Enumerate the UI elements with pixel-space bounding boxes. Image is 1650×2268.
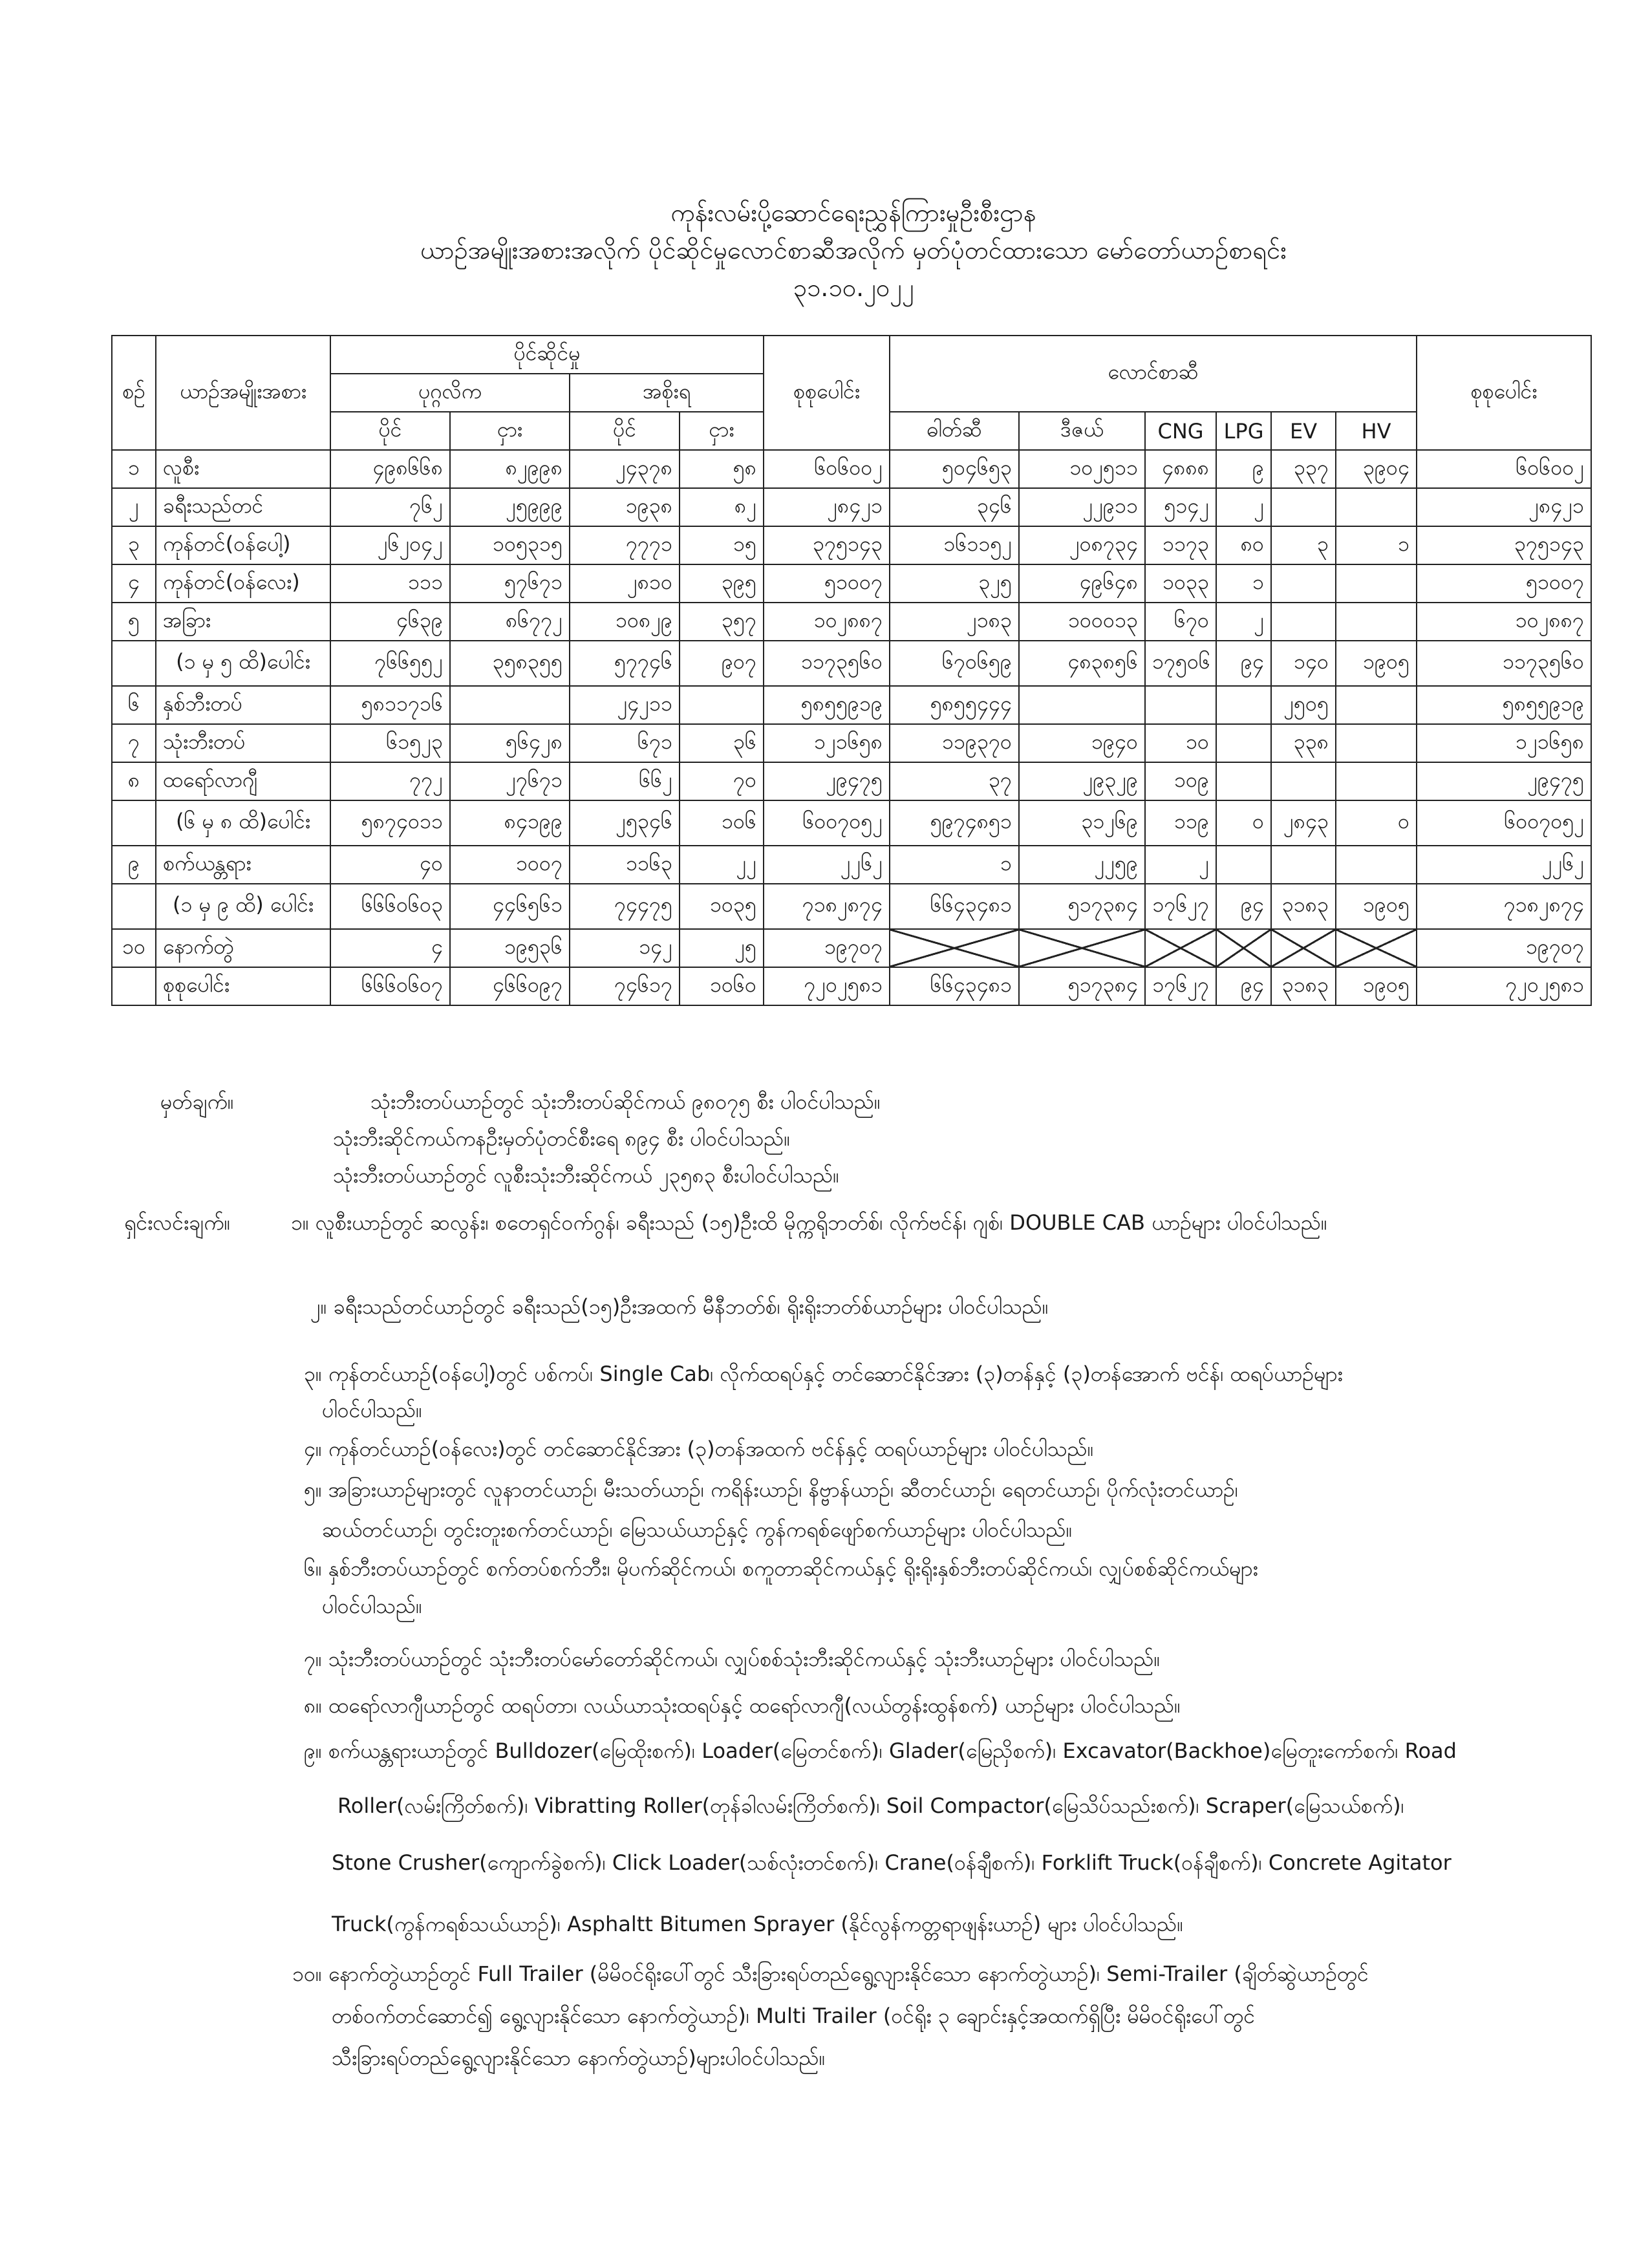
cell-hv bbox=[1336, 564, 1417, 603]
cell-grand-total: ၆၀၀၇၀၅၂ bbox=[1417, 800, 1591, 846]
table-row bbox=[112, 450, 1591, 488]
cell-government-hire: ၂၅ bbox=[680, 929, 764, 967]
cell-total: ၅၁၀၀၇ bbox=[764, 564, 890, 603]
header-lpg: LPG bbox=[1216, 412, 1271, 450]
cell-government-hire: ၂၂ bbox=[680, 846, 764, 884]
cell-lpg bbox=[1216, 686, 1271, 724]
department-title: ကုန်းလမ်းပို့ဆောင်ရေးညွှန်ကြားမှုဦးစီးဌာန bbox=[670, 198, 1036, 227]
row-vehicle-type: လူစီး bbox=[156, 450, 330, 488]
cell-private-hire: ၁၀၅၃၁၅ bbox=[450, 526, 570, 564]
table-row bbox=[112, 564, 1591, 603]
row-vehicle-type: အခြား bbox=[156, 603, 330, 641]
cell-private-hire: ၄၆၆၀၉၇ bbox=[450, 967, 570, 1005]
cell-private-own: ၇၆၂ bbox=[330, 488, 450, 526]
cell-government-own: ၂၄၃၇၈ bbox=[570, 450, 680, 488]
cell-private-own: ၇၇၂ bbox=[330, 762, 450, 800]
cell-grand-total: ၂၂၆၂ bbox=[1417, 846, 1591, 884]
cell-private-hire bbox=[450, 686, 570, 724]
row-serial bbox=[112, 800, 156, 846]
cell-petrol: ၅၉၇၄၈၅၁ bbox=[890, 800, 1019, 846]
table-row bbox=[112, 724, 1591, 762]
cell-diesel: ၁၀၀၀၁၃ bbox=[1019, 603, 1145, 641]
cell-grand-total: ၆၀၆၀၀၂ bbox=[1417, 450, 1591, 488]
cell-total: ၁၁၇၃၅၆၀ bbox=[764, 641, 890, 686]
explanation-line: Truck(ကွန်ကရစ်သယ်ယာဉ်)၊ Asphaltt Bitumen Sprayer (နိုင်လွန်ကတ္တရာဖျန်းယာဉ်) များ ပါဝင်ပါသည်။ bbox=[332, 1912, 1184, 1936]
cell-diesel: ၄၈၃၈၅၆ bbox=[1019, 641, 1145, 686]
row-vehicle-type: သုံးဘီးတပ် bbox=[156, 724, 330, 762]
header-private-hire: ငှား bbox=[450, 412, 570, 450]
cell-cng bbox=[1145, 686, 1216, 724]
cell-lpg: ၀ bbox=[1216, 800, 1271, 846]
cell-ev: ၂၅၀၅ bbox=[1271, 686, 1336, 724]
header-private-own: ပိုင် bbox=[330, 412, 450, 450]
row-vehicle-type: ကုန်တင်(ဝန်လေး) bbox=[156, 564, 330, 603]
cell-private-hire: ၃၅၈၃၅၅ bbox=[450, 641, 570, 686]
explanation-line: Roller(လမ်းကြိတ်စက်)၊ Vibratting Roller(တုန်ခါလမ်းကြိတ်စက်)၊ Soil Compactor(မြေသိပ်သည်းစက်)၊ Scraper(မြေသယ်စက်)၊ bbox=[338, 1793, 1404, 1818]
cell-ev bbox=[1271, 564, 1336, 603]
explanation-line: ၁၀။ နောက်တွဲယာဉ်တွင် Full Trailer (မိမိဝင်ရိုးပေါ်တွင် သီးခြားရပ်တည်ရွေ့လျားနိုင်သော နောက်တွဲယာဉ်)၊ Semi-Trailer (ချိတ်ဆွဲယာဉ်တွင် bbox=[292, 1962, 1369, 1986]
cell-grand-total: ၇၂၀၂၅၈၁ bbox=[1417, 967, 1591, 1005]
cell-cng: ၁၀၉ bbox=[1145, 762, 1216, 800]
cell-government-own: ၁၀၈၂၉ bbox=[570, 603, 680, 641]
cell-total: ၂၈၄၂၁ bbox=[764, 488, 890, 526]
row-serial: ၉ bbox=[112, 846, 156, 884]
report-title: ယာဉ်အမျိုးအစားအလိုက် ပိုင်ဆိုင်မှုလောင်စာဆီအလိုက် မှတ်ပုံတင်ထားသော မော်တော်ယာဉ်စာရင်း bbox=[420, 236, 1287, 264]
remark-line: သုံးဘီးဆိုင်ကယ်ကနဦးမှတ်ပုံတင်စီးရေ ၈၉၄ စီး ပါဝင်ပါသည်။ bbox=[333, 1126, 791, 1151]
cell-diesel: ၂၂၉၁၁ bbox=[1019, 488, 1145, 526]
cell-petrol: ၆၇၀၆၅၉ bbox=[890, 641, 1019, 686]
table-row bbox=[112, 967, 1591, 1005]
cell-private-own: ၇၆၆၅၅၂ bbox=[330, 641, 450, 686]
cell-government-hire: ၁၀၆ bbox=[680, 800, 764, 846]
explanation-line: ၂။ ခရီးသည်တင်ယာဉ်တွင် ခရီးသည်(၁၅)ဦးအထက် မီနီဘတ်စ်၊ ရိုးရိုးဘတ်စ်ယာဉ်များ ပါဝင်ပါသည်။ bbox=[310, 1294, 1049, 1319]
header-petrol: ဓါတ်ဆီ bbox=[890, 412, 1019, 450]
cell-cng: ၁၁၉ bbox=[1145, 800, 1216, 846]
cell-lpg: ၂ bbox=[1216, 603, 1271, 641]
cell-hv bbox=[1336, 686, 1417, 724]
cell-hv bbox=[1336, 488, 1417, 526]
cell-grand-total: ၅၁၀၀၇ bbox=[1417, 564, 1591, 603]
cell-government-own: ၁၉၃၈ bbox=[570, 488, 680, 526]
cell-private-own: ၅၈၇၄၀၁၁ bbox=[330, 800, 450, 846]
cell-government-hire: ၁၀၆၀ bbox=[680, 967, 764, 1005]
cell-cng: ၁၇၆၂၇ bbox=[1145, 967, 1216, 1005]
row-serial: ၃ bbox=[112, 526, 156, 564]
row-vehicle-type: နောက်တွဲ bbox=[156, 929, 330, 967]
cell-private-hire: ၂၅၉၉၉ bbox=[450, 488, 570, 526]
cell-diesel: ၂၀၈၇၃၄ bbox=[1019, 526, 1145, 564]
table-row bbox=[112, 762, 1591, 800]
cell-diesel: ၂၉၃၂၉ bbox=[1019, 762, 1145, 800]
header-ev: EV bbox=[1271, 412, 1336, 450]
cell-cng: ၁၁၇၃ bbox=[1145, 526, 1216, 564]
cell-government-own: ၂၈၁၀ bbox=[570, 564, 680, 603]
cell-private-hire: ၁၀၀၇ bbox=[450, 846, 570, 884]
cell-cng: ၄၈၈၈ bbox=[1145, 450, 1216, 488]
cell-total: ၆၀၆၀၀၂ bbox=[764, 450, 890, 488]
cell-hv: ၁ bbox=[1336, 526, 1417, 564]
row-serial bbox=[112, 641, 156, 686]
cell-total: ၇၂၀၂၅၈၁ bbox=[764, 967, 890, 1005]
cell-private-hire: ၅၆၄၂၈ bbox=[450, 724, 570, 762]
row-vehicle-type: ကုန်တင်(ဝန်ပေါ့) bbox=[156, 526, 330, 564]
table-header bbox=[112, 336, 1591, 450]
table-row bbox=[112, 800, 1591, 846]
explanation-line: ၅။ အခြားယာဉ်များတွင် လူနာတင်ယာဉ်၊ မီးသတ်ယာဉ်၊ ကရိန်းယာဉ်၊ နိဗ္ဗာန်ယာဉ်၊ ဆီတင်ယာဉ်၊ ရေတင်ယာဉ်၊ ပိုက်လုံးတင်ယာဉ်၊ bbox=[304, 1477, 1238, 1502]
row-vehicle-type: ထရော်လာဂျီ bbox=[156, 762, 330, 800]
table-row bbox=[112, 884, 1591, 929]
cell-hv: ၁၉၀၅ bbox=[1336, 641, 1417, 686]
cell-petrol bbox=[890, 929, 1019, 967]
cell-ev: ၃၃၇ bbox=[1271, 450, 1336, 488]
cell-grand-total: ၅၈၅၅၉၁၉ bbox=[1417, 686, 1591, 724]
cell-lpg bbox=[1216, 846, 1271, 884]
cell-ev: ၃ bbox=[1271, 526, 1336, 564]
header-fuel: လောင်စာဆီ bbox=[890, 336, 1417, 412]
cell-private-hire: ၂၇၆၇၁ bbox=[450, 762, 570, 800]
cell-diesel: ၅၁၇၃၈၄ bbox=[1019, 884, 1145, 929]
cell-government-hire: ၉၀၇ bbox=[680, 641, 764, 686]
cell-government-own: ၁၄၂ bbox=[570, 929, 680, 967]
cell-lpg: ၉၄ bbox=[1216, 641, 1271, 686]
cell-hv: ၁၉၀၅ bbox=[1336, 884, 1417, 929]
cell-hv bbox=[1336, 603, 1417, 641]
row-vehicle-type: စုစုပေါင်း bbox=[156, 967, 330, 1005]
cell-cng: ၁၀၃၃ bbox=[1145, 564, 1216, 603]
row-serial: ၈ bbox=[112, 762, 156, 800]
cell-private-own: ၁၁၁ bbox=[330, 564, 450, 603]
header-government-own: ပိုင် bbox=[570, 412, 680, 450]
cell-grand-total: ၂၉၄၇၅ bbox=[1417, 762, 1591, 800]
cell-petrol: ၆၆၄၃၄၈၁ bbox=[890, 967, 1019, 1005]
cell-ev: ၃၁၈၃ bbox=[1271, 967, 1336, 1005]
cell-cng: ၁၇၆၂၇ bbox=[1145, 884, 1216, 929]
cell-ev: ၃၁၈၃ bbox=[1271, 884, 1336, 929]
table-body bbox=[112, 450, 1591, 1005]
cell-lpg bbox=[1216, 724, 1271, 762]
cell-private-hire: ၈၆၇၇၂ bbox=[450, 603, 570, 641]
explanation-line: ၆။ နှစ်ဘီးတပ်ယာဉ်တွင် စက်တပ်စက်ဘီး၊ မိုပက်ဆိုင်ကယ်၊ စကူတာဆိုင်ကယ်နှင့် ရိုးရိုးနှစ်ဘီးတပ်ဆိုင်ကယ်၊ လျှပ်စစ်ဆိုင်ကယ်များ bbox=[304, 1556, 1258, 1581]
report-date: ၃၁.၁၀.၂၀၂၂ bbox=[793, 273, 914, 302]
cell-private-hire: ၅၇၆၇၁ bbox=[450, 564, 570, 603]
cell-private-own: ၄၉၈၆၆၈ bbox=[330, 450, 450, 488]
cell-hv bbox=[1336, 846, 1417, 884]
remark-line: သုံးဘီးတပ်ယာဉ်တွင် သုံးဘီးတပ်ဆိုင်ကယ် ၉၈၀၇၅ စီး ပါဝင်ပါသည်။ bbox=[370, 1089, 881, 1114]
cell-hv: ၃၉၀၄ bbox=[1336, 450, 1417, 488]
row-vehicle-type: ခရီးသည်တင် bbox=[156, 488, 330, 526]
row-vehicle-type: (၆ မှ ၈ ထိ)ပေါင်း bbox=[156, 800, 330, 846]
cell-cng: ၅၁၄၂ bbox=[1145, 488, 1216, 526]
header-cng: CNG bbox=[1145, 412, 1216, 450]
row-serial: ၇ bbox=[112, 724, 156, 762]
explanation-line: ၈။ ထရော်လာဂျီယာဉ်တွင် ထရပ်တာ၊ လယ်ယာသုံးထရပ်နှင့် ထရော်လာဂျီ(လယ်တွန်းထွန်စက်) ယာဉ်များ ပါဝင်ပါသည်။ bbox=[304, 1693, 1181, 1718]
cell-diesel: ၅၁၇၃၈၄ bbox=[1019, 967, 1145, 1005]
header-total: စုစုပေါင်း bbox=[764, 336, 890, 450]
row-vehicle-type: စက်ယန္တရား bbox=[156, 846, 330, 884]
cell-government-own: ၁၁၆၃ bbox=[570, 846, 680, 884]
row-serial: ၅ bbox=[112, 603, 156, 641]
cell-government-hire: ၃၆ bbox=[680, 724, 764, 762]
cell-lpg: ၂ bbox=[1216, 488, 1271, 526]
table-row bbox=[112, 641, 1591, 686]
cell-private-own: ၆၁၅၂၃ bbox=[330, 724, 450, 762]
header-serial: စဉ် bbox=[112, 336, 156, 450]
cell-total: ၂၉၄၇၅ bbox=[764, 762, 890, 800]
cell-ev bbox=[1271, 929, 1336, 967]
explanation-line: ၉။ စက်ယန္တရားယာဉ်တွင် Bulldozer(မြေထိုးစက်)၊ Loader(မြေတင်စက်)၊ Glader(မြေညှိစက်)၊ Excavator(Backhoe)မြေတူးကော်စက်၊ Road bbox=[304, 1738, 1457, 1763]
cell-total: ၆၀၀၇၀၅၂ bbox=[764, 800, 890, 846]
cell-diesel: ၁၉၄၀ bbox=[1019, 724, 1145, 762]
cell-grand-total: ၁၉၇၀၇ bbox=[1417, 929, 1591, 967]
cell-lpg: ၉၄ bbox=[1216, 884, 1271, 929]
cell-grand-total: ၁၀၂၈၈၇ bbox=[1417, 603, 1591, 641]
explanation-line: ၄။ ကုန်တင်ယာဉ်(ဝန်လေး)တွင် တင်ဆောင်နိုင်အား (၃)တန်အထက် ဗင်န်နှင့် ထရပ်ယာဉ်များ ပါဝင်ပါသည်။ bbox=[304, 1437, 1094, 1461]
cell-government-own: ၆၇၁ bbox=[570, 724, 680, 762]
cell-total: ၂၂၆၂ bbox=[764, 846, 890, 884]
cell-total: ၁၀၂၈၈၇ bbox=[764, 603, 890, 641]
header-government: အစိုးရ bbox=[570, 374, 764, 412]
cell-cng: ၂ bbox=[1145, 846, 1216, 884]
cell-private-own: ၂၆၂၀၄၂ bbox=[330, 526, 450, 564]
row-vehicle-type: (၁ မှ ၅ ထိ)ပေါင်း bbox=[156, 641, 330, 686]
cell-private-hire: ၄၄၆၅၆၁ bbox=[450, 884, 570, 929]
header-hv: HV bbox=[1336, 412, 1417, 450]
cell-private-hire: ၈၄၁၉၉ bbox=[450, 800, 570, 846]
cell-lpg: ၈၀ bbox=[1216, 526, 1271, 564]
cell-government-own: ၆၆၂ bbox=[570, 762, 680, 800]
cell-ev: ၁၄၀ bbox=[1271, 641, 1336, 686]
cell-petrol: ၆၆၄၃၄၈၁ bbox=[890, 884, 1019, 929]
cell-diesel: ၁၀၂၅၁၁ bbox=[1019, 450, 1145, 488]
cell-private-own: ၅၈၁၁၇၁၆ bbox=[330, 686, 450, 724]
table-row bbox=[112, 603, 1591, 641]
cell-ev bbox=[1271, 846, 1336, 884]
row-serial: ၆ bbox=[112, 686, 156, 724]
cell-total: ၅၈၅၅၉၁၉ bbox=[764, 686, 890, 724]
cell-private-hire: ၈၂၉၉၈ bbox=[450, 450, 570, 488]
header-ownership: ပိုင်ဆိုင်မှု bbox=[330, 336, 764, 374]
row-serial bbox=[112, 884, 156, 929]
cell-petrol: ၃၇ bbox=[890, 762, 1019, 800]
cell-grand-total: ၂၈၄၂၁ bbox=[1417, 488, 1591, 526]
cell-private-hire: ၁၉၅၃၆ bbox=[450, 929, 570, 967]
cell-government-hire: ၈၂ bbox=[680, 488, 764, 526]
cell-total: ၇၁၈၂၈၇၄ bbox=[764, 884, 890, 929]
cell-diesel: ၂၂၅၉ bbox=[1019, 846, 1145, 884]
row-serial: ၄ bbox=[112, 564, 156, 603]
cell-private-own: ၄၀ bbox=[330, 846, 450, 884]
row-serial bbox=[112, 967, 156, 1005]
cell-petrol: ၁၆၁၁၅၂ bbox=[890, 526, 1019, 564]
remark-label: မှတ်ချက်။ bbox=[160, 1089, 234, 1114]
table-row bbox=[112, 488, 1591, 526]
explanation-line: သီးခြားရပ်တည်ရွေ့လျားနိုင်သော နောက်တွဲယာဉ်)များပါဝင်ပါသည်။ bbox=[332, 2046, 826, 2070]
explanation-line: Stone Crusher(ကျောက်ခွဲစက်)၊ Click Loader(သစ်လုံးတင်စက်)၊ Crane(ဝန်ချီစက်)၊ Forklift Truck(ဝန်ချီစက်)၊ Concrete Agitator bbox=[332, 1850, 1452, 1875]
table-row bbox=[112, 686, 1591, 724]
cell-total: ၃၇၅၁၄၃ bbox=[764, 526, 890, 564]
cell-diesel: ၃၁၂၆၉ bbox=[1019, 800, 1145, 846]
vehicle-registration-table bbox=[111, 335, 1592, 1006]
explanation-line: ပါဝင်ပါသည်။ bbox=[322, 1594, 422, 1618]
cell-government-hire: ၃၉၅ bbox=[680, 564, 764, 603]
cell-hv: ၀ bbox=[1336, 800, 1417, 846]
cell-government-own: ၂၄၂၁၁ bbox=[570, 686, 680, 724]
cell-government-own: ၇၄၆၁၇ bbox=[570, 967, 680, 1005]
cell-private-own: ၄ bbox=[330, 929, 450, 967]
header-government-hire: ငှား bbox=[680, 412, 764, 450]
remark-line: သုံးဘီးတပ်ယာဉ်တွင် လူစီးသုံးဘီးဆိုင်ကယ် ၂၃၅၈၃ စီးပါဝင်ပါသည်။ bbox=[333, 1163, 839, 1188]
cell-government-own: ၂၅၃၄၆ bbox=[570, 800, 680, 846]
cell-diesel bbox=[1019, 929, 1145, 967]
row-vehicle-type: နှစ်ဘီးတပ် bbox=[156, 686, 330, 724]
cell-grand-total: ၁၂၁၆၅၈ bbox=[1417, 724, 1591, 762]
cell-petrol: ၃၄၆ bbox=[890, 488, 1019, 526]
explanation-line: ၇။ သုံးဘီးတပ်ယာဉ်တွင် သုံးဘီးတပ်မော်တော်ဆိုင်ကယ်၊ လျှပ်စစ်သုံးဘီးဆိုင်ကယ်နှင့် သုံးဘီးယာဉ်များ ပါဝင်ပါသည်။ bbox=[304, 1647, 1161, 1671]
cell-private-own: ၆၆၆၀၆၀၃ bbox=[330, 884, 450, 929]
explanation-label: ရှင်းလင်းချက်။ bbox=[124, 1210, 231, 1235]
cell-diesel bbox=[1019, 686, 1145, 724]
cell-private-own: ၆၆၆၀၆၀၇ bbox=[330, 967, 450, 1005]
cell-government-own: ၇၇၇၁ bbox=[570, 526, 680, 564]
cell-lpg: ၉ bbox=[1216, 450, 1271, 488]
explanation-line: ၃။ ကုန်တင်ယာဉ်(ဝန်ပေါ့)တွင် ပစ်ကပ်၊ Single Cab၊ လိုက်ထရပ်နှင့် တင်ဆောင်နိုင်အား (၃)တန်နှင့် (၃)တန်အောက် ဗင်န်၊ ထရပ်ယာဉ်များ bbox=[304, 1362, 1343, 1386]
explanation-line: ဆယ်တင်ယာဉ်၊ တွင်းတူးစက်တင်ယာဉ်၊ မြေသယ်ယာဉ်နှင့် ကွန်ကရစ်ဖျော်စက်ယာဉ်များ ပါဝင်ပါသည်။ bbox=[322, 1517, 1073, 1542]
cell-cng: ၆၇၀ bbox=[1145, 603, 1216, 641]
cell-government-hire: ၁၅ bbox=[680, 526, 764, 564]
cell-petrol: ၅၀၄၆၅၃ bbox=[890, 450, 1019, 488]
cell-lpg: ၉၄ bbox=[1216, 967, 1271, 1005]
cell-cng: ၁၀ bbox=[1145, 724, 1216, 762]
cell-grand-total: ၇၁၈၂၈၇၄ bbox=[1417, 884, 1591, 929]
cell-ev bbox=[1271, 762, 1336, 800]
explanation-line: ၁။ လူစီးယာဉ်တွင် ဆလွန်း၊ စတေရှင်ဝက်ဂွန်၊ ခရီးသည် (၁၅)ဦးထိ မိုက္ကရိုဘတ်စ်၊ လိုက်ဗင်န်၊ ဂျစ်၊ DOUBLE CAB ယာဉ်များ ပါဝင်ပါသည်။ bbox=[291, 1210, 1327, 1235]
cell-ev: ၂၈၄၃ bbox=[1271, 800, 1336, 846]
cell-grand-total: ၃၇၅၁၄၃ bbox=[1417, 526, 1591, 564]
explanation-line: ပါဝင်ပါသည်။ bbox=[322, 1398, 422, 1422]
cell-cng bbox=[1145, 929, 1216, 967]
cell-petrol: ၁၁၉၃၇၀ bbox=[890, 724, 1019, 762]
cell-grand-total: ၁၁၇၃၅၆၀ bbox=[1417, 641, 1591, 686]
cell-government-hire bbox=[680, 686, 764, 724]
header-grand-total: စုစုပေါင်း bbox=[1417, 336, 1591, 450]
cell-ev bbox=[1271, 488, 1336, 526]
table-row bbox=[112, 526, 1591, 564]
cell-lpg bbox=[1216, 762, 1271, 800]
cell-petrol: ၅၈၅၅၄၄၄ bbox=[890, 686, 1019, 724]
cell-government-hire: ၇၀ bbox=[680, 762, 764, 800]
cell-government-own: ၇၄၄၇၅ bbox=[570, 884, 680, 929]
header-vehicle-type: ယာဉ်အမျိုးအစား bbox=[156, 336, 330, 450]
cell-government-hire: ၃၅၇ bbox=[680, 603, 764, 641]
row-serial: ၁ bbox=[112, 450, 156, 488]
table-row bbox=[112, 929, 1591, 967]
cell-government-own: ၅၇၇၄၆ bbox=[570, 641, 680, 686]
header-private: ပုဂ္ဂလိက bbox=[330, 374, 570, 412]
cell-total: ၁၉၇၀၇ bbox=[764, 929, 890, 967]
table-row bbox=[112, 846, 1591, 884]
document-header bbox=[110, 194, 1597, 306]
cell-government-hire: ၁၀၃၅ bbox=[680, 884, 764, 929]
header-diesel: ဒီဇယ် bbox=[1019, 412, 1145, 450]
cell-petrol: ၁ bbox=[890, 846, 1019, 884]
cell-petrol: ၃၂၅ bbox=[890, 564, 1019, 603]
cell-hv: ၁၉၀၅ bbox=[1336, 967, 1417, 1005]
cell-petrol: ၂၁၈၃ bbox=[890, 603, 1019, 641]
cell-hv bbox=[1336, 929, 1417, 967]
cell-ev bbox=[1271, 603, 1336, 641]
explanation-line: တစ်ဝက်တင်ဆောင်၍ ရွေ့လျားနိုင်သော နောက်တွဲယာဉ်)၊ Multi Trailer (ဝင်ရိုး ၃ ချောင်းနှင့်အထက်ရှိပြီး မိမိဝင်ရိုးပေါ်တွင် bbox=[332, 2004, 1256, 2028]
cell-lpg: ၁ bbox=[1216, 564, 1271, 603]
cell-private-own: ၄၆၃၉ bbox=[330, 603, 450, 641]
cell-cng: ၁၇၅၀၆ bbox=[1145, 641, 1216, 686]
cell-lpg bbox=[1216, 929, 1271, 967]
cell-ev: ၃၃၈ bbox=[1271, 724, 1336, 762]
cell-diesel: ၄၉၆၄၈ bbox=[1019, 564, 1145, 603]
cell-government-hire: ၅၈ bbox=[680, 450, 764, 488]
row-serial: ၂ bbox=[112, 488, 156, 526]
cell-hv bbox=[1336, 724, 1417, 762]
row-serial: ၁၀ bbox=[112, 929, 156, 967]
row-vehicle-type: (၁ မှ ၉ ထိ) ပေါင်း bbox=[156, 884, 330, 929]
cell-total: ၁၂၁၆၅၈ bbox=[764, 724, 890, 762]
cell-hv bbox=[1336, 762, 1417, 800]
